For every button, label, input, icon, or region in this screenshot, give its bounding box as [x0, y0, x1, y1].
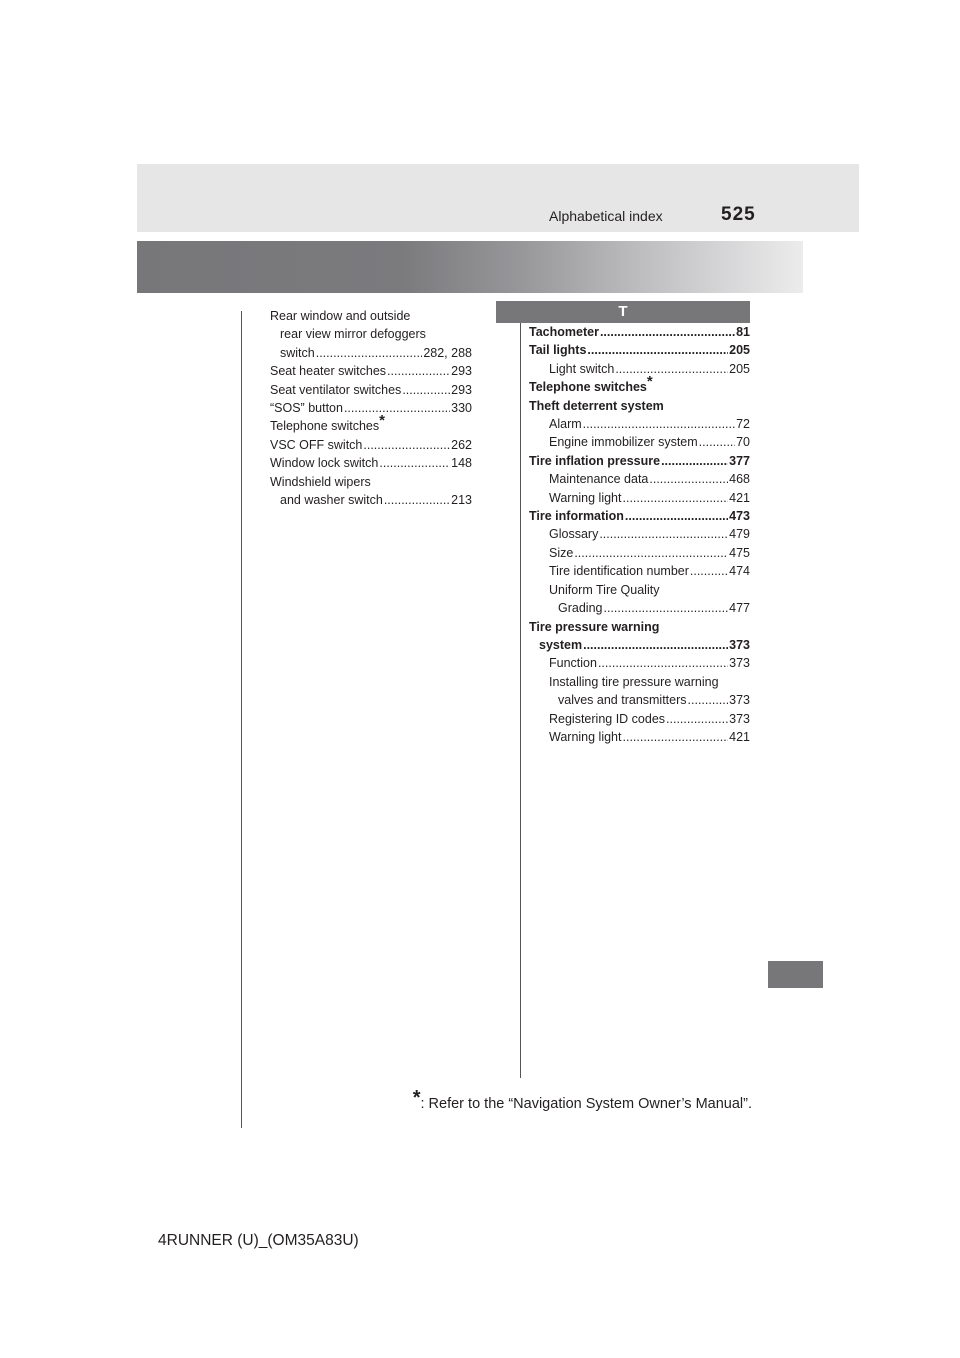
footnote — [392, 1087, 752, 1112]
leader-dots — [666, 710, 728, 728]
index-entry-text: Telephone switches — [529, 380, 647, 395]
index-entry-text: Tachometer — [529, 325, 599, 339]
page-number: 525 — [721, 204, 756, 225]
index-entry-text: Light switch — [549, 361, 615, 376]
leader-dots — [688, 691, 729, 709]
index-entry[interactable] — [270, 307, 472, 325]
index-entry-page: 377 — [729, 453, 750, 468]
index-entry[interactable] — [270, 325, 472, 343]
index-entry-text: Function — [549, 656, 597, 671]
section-tab-marker[interactable] — [768, 961, 823, 988]
section-header-T: T — [496, 301, 750, 323]
index-entry-text: valves and transmitters — [558, 693, 687, 708]
leader-dots — [379, 454, 450, 472]
footnote-star: * — [646, 373, 653, 391]
index-entry-page: 148 — [451, 456, 472, 471]
index-entry-page: 81 — [736, 325, 750, 339]
leader-dots — [600, 323, 735, 341]
index-entry-text: Rear window and outside — [270, 309, 411, 323]
footnote-text: : Refer to the “Navigation System Owner’s Manual”. — [420, 1096, 752, 1112]
leader-dots — [598, 654, 728, 672]
index-entry-page: 473 — [729, 509, 750, 524]
index-entry-text: Uniform Tire Quality — [549, 582, 660, 597]
index-entry[interactable] — [529, 618, 750, 636]
leader-dots — [625, 507, 728, 525]
index-entry-text: Theft deterrent system — [529, 398, 664, 413]
middle-divider-line — [520, 311, 521, 1078]
leader-dots — [661, 452, 728, 470]
index-entry[interactable] — [529, 673, 750, 691]
index-entry-page: 373 — [729, 637, 750, 652]
leader-dots — [574, 544, 728, 562]
index-entry[interactable] — [529, 691, 750, 709]
leader-dots — [402, 381, 450, 399]
index-entry-text: Glossary — [549, 527, 599, 542]
leader-dots — [363, 436, 450, 454]
leader-dots — [583, 636, 728, 654]
index-entry-page: 479 — [729, 527, 750, 542]
index-entry-page: 213 — [451, 493, 472, 508]
leader-dots — [587, 341, 728, 359]
index-entry[interactable] — [270, 454, 472, 472]
index-entry[interactable] — [270, 473, 472, 491]
footnote-star: * — [379, 412, 385, 430]
index-entry-text: Seat heater switches — [270, 364, 387, 379]
index-entry-text: Size — [549, 545, 574, 560]
index-column-left — [270, 307, 472, 509]
index-entry-text: system — [539, 637, 583, 652]
index-entry-page: 205 — [729, 343, 750, 358]
index-entry-text: Warning light — [549, 490, 622, 505]
index-entry-text: switch — [280, 345, 315, 360]
index-entry-text: Windshield wipers — [270, 474, 371, 489]
index-entry-page: 474 — [729, 564, 750, 579]
index-entry-text: Tire inflation pressure — [529, 453, 661, 468]
index-entry-page: 373 — [729, 693, 750, 708]
index-entry-page: 373 — [729, 656, 750, 671]
index-entry-page: 373 — [729, 711, 750, 726]
index-entry[interactable] — [529, 728, 750, 746]
index-entry-text: VSC OFF switch — [270, 437, 363, 452]
index-entry-page: 72 — [736, 417, 750, 432]
index-entry[interactable] — [270, 362, 472, 380]
index-entry[interactable] — [529, 433, 750, 451]
index-entry[interactable] — [270, 491, 472, 509]
index-entry-text: Seat ventilator switches — [270, 382, 402, 397]
index-entry[interactable] — [529, 544, 750, 562]
index-entry[interactable] — [529, 489, 750, 507]
index-entry[interactable] — [529, 470, 750, 488]
index-entry[interactable] — [529, 562, 750, 580]
index-entry-page: 475 — [729, 545, 750, 560]
index-entry[interactable] — [529, 360, 750, 378]
index-entry-page: 421 — [729, 490, 750, 505]
leader-dots — [623, 728, 729, 746]
leader-dots — [599, 525, 728, 543]
index-entry[interactable] — [270, 412, 472, 435]
leader-dots — [316, 344, 423, 362]
leader-dots — [623, 489, 729, 507]
index-entry[interactable] — [270, 399, 472, 417]
index-entry-text: Registering ID codes — [549, 711, 666, 726]
index-entry-text: and washer switch — [280, 493, 383, 508]
index-entry-text: Engine immobilizer system — [549, 435, 698, 450]
index-entry-text: Telephone switches — [270, 419, 380, 434]
index-entry[interactable] — [270, 436, 472, 454]
index-entry-page: 421 — [729, 729, 750, 744]
index-entry-text: Tail lights — [529, 343, 587, 358]
leader-dots — [384, 491, 450, 509]
index-entry[interactable] — [529, 654, 750, 672]
index-entry-text: Maintenance data — [549, 472, 649, 487]
index-entry-text: rear view mirror defoggers — [280, 327, 426, 342]
leader-dots — [387, 362, 450, 380]
index-entry-text: Alarm — [549, 417, 582, 432]
leader-dots — [603, 599, 728, 617]
index-entry[interactable] — [529, 710, 750, 728]
header-gradient-band — [137, 241, 803, 293]
index-entry-text: Tire pressure warning — [529, 619, 660, 634]
index-entry-text: Installing tire pressure warning — [549, 674, 719, 689]
index-entry[interactable] — [529, 452, 750, 470]
index-entry-page: 477 — [729, 601, 750, 616]
footer-manual-code: 4RUNNER (U)_(OM35A83U) — [158, 1232, 359, 1249]
index-entry[interactable] — [270, 344, 472, 362]
footnote-star: * — [412, 1087, 421, 1109]
index-entry-page: 293 — [451, 382, 472, 397]
index-entry[interactable] — [529, 415, 750, 433]
index-entry[interactable] — [529, 525, 750, 543]
index-entry[interactable] — [529, 599, 750, 617]
index-entry-text: Grading — [558, 601, 603, 616]
index-entry-page: 262 — [451, 437, 472, 452]
index-entry-page: 293 — [451, 364, 472, 379]
leader-dots — [690, 562, 728, 580]
index-entry-text: “SOS” button — [270, 401, 343, 416]
index-entry[interactable] — [529, 323, 750, 341]
index-column-right — [529, 323, 750, 746]
index-entry-page: 282, 288 — [423, 345, 472, 360]
index-entry-page: 70 — [736, 435, 750, 450]
index-entry[interactable] — [529, 341, 750, 359]
leader-dots — [699, 433, 735, 451]
index-entry-text: Tire identification number — [549, 564, 689, 579]
index-entry[interactable] — [529, 397, 750, 415]
leader-dots — [344, 399, 450, 417]
header-title: Alphabetical index — [549, 208, 663, 224]
index-entry[interactable] — [529, 581, 750, 599]
leader-dots — [583, 415, 735, 433]
index-entry-page: 205 — [729, 361, 750, 376]
index-entry[interactable] — [529, 636, 750, 654]
leader-dots — [615, 360, 728, 378]
index-entry-text: Window lock switch — [270, 456, 379, 471]
index-entry-text: Warning light — [549, 729, 622, 744]
leader-dots — [649, 470, 728, 488]
index-entry-page: 468 — [729, 472, 750, 487]
index-entry-text: Tire information — [529, 509, 624, 524]
index-entry-page: 330 — [451, 401, 472, 416]
left-divider-line — [241, 311, 242, 1128]
index-entry[interactable] — [529, 373, 750, 396]
index-entry[interactable] — [529, 507, 750, 525]
index-entry[interactable] — [270, 381, 472, 399]
